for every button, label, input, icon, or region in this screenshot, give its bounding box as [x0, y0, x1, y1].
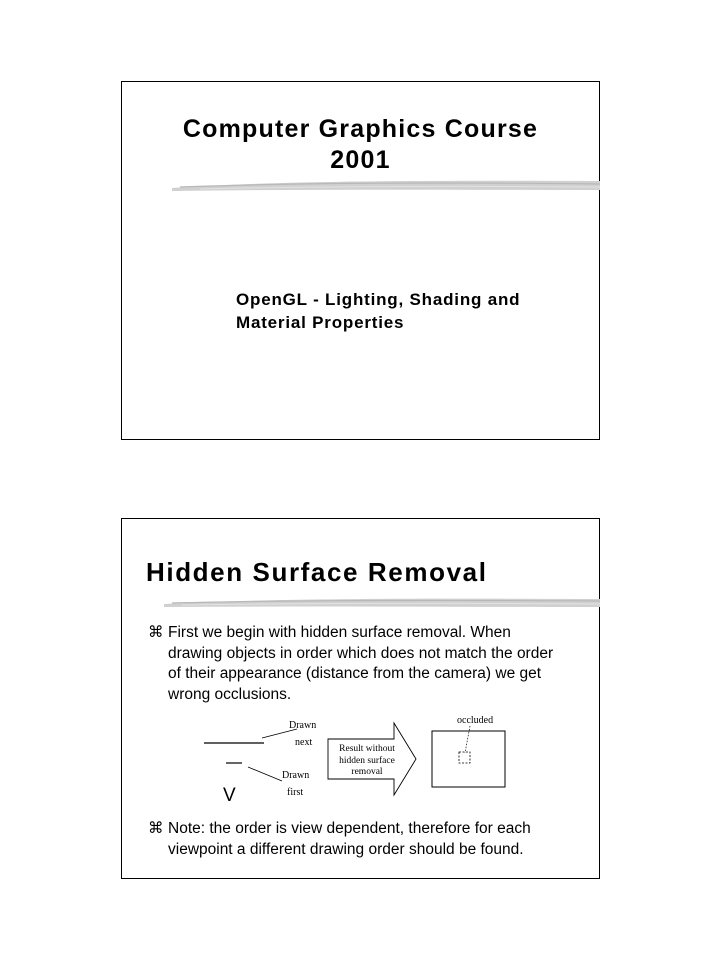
- lecture-subtitle-line2: Material Properties: [236, 313, 405, 332]
- lecture-subtitle-line1: OpenGL - Lighting, Shading and: [236, 290, 521, 309]
- bullet-text: Note: the order is view dependent, therefore for each viewpoint a different drawing order should be found.: [168, 820, 531, 858]
- bullet-item: [148, 819, 568, 860]
- course-title-line1: Computer Graphics Course: [182, 115, 539, 143]
- title-underline-swash: [170, 178, 602, 194]
- slide-hidden-surface-removal: [121, 518, 600, 879]
- label-drawn-first: Drawn: [282, 770, 310, 781]
- bullet-text: First we begin with hidden surface removal. When drawing objects in order which does not match the order of their appearance (distance from the camera) we get wrong occlusions.: [168, 624, 554, 703]
- label-drawn-next-2: next: [295, 737, 313, 748]
- bullet-icon: ⌘: [148, 624, 164, 641]
- viewer-icon: V: [223, 785, 236, 806]
- label-occluded: occluded: [457, 715, 494, 726]
- lecture-subtitle: [236, 288, 576, 334]
- arrow-caption: Result without hidden surface removal: [339, 744, 395, 777]
- slide-title: [121, 81, 600, 440]
- slide-title-heading: Hidden Surface Removal: [146, 557, 488, 587]
- label-drawn-first-2: first: [287, 787, 304, 798]
- bullet-icon: ⌘: [148, 820, 164, 837]
- pointer-drawn-first: [248, 767, 282, 781]
- label-drawn-next: Drawn: [289, 720, 317, 731]
- course-title: [122, 114, 599, 176]
- course-title-line2: 2001: [330, 146, 391, 174]
- result-frame: [432, 731, 505, 787]
